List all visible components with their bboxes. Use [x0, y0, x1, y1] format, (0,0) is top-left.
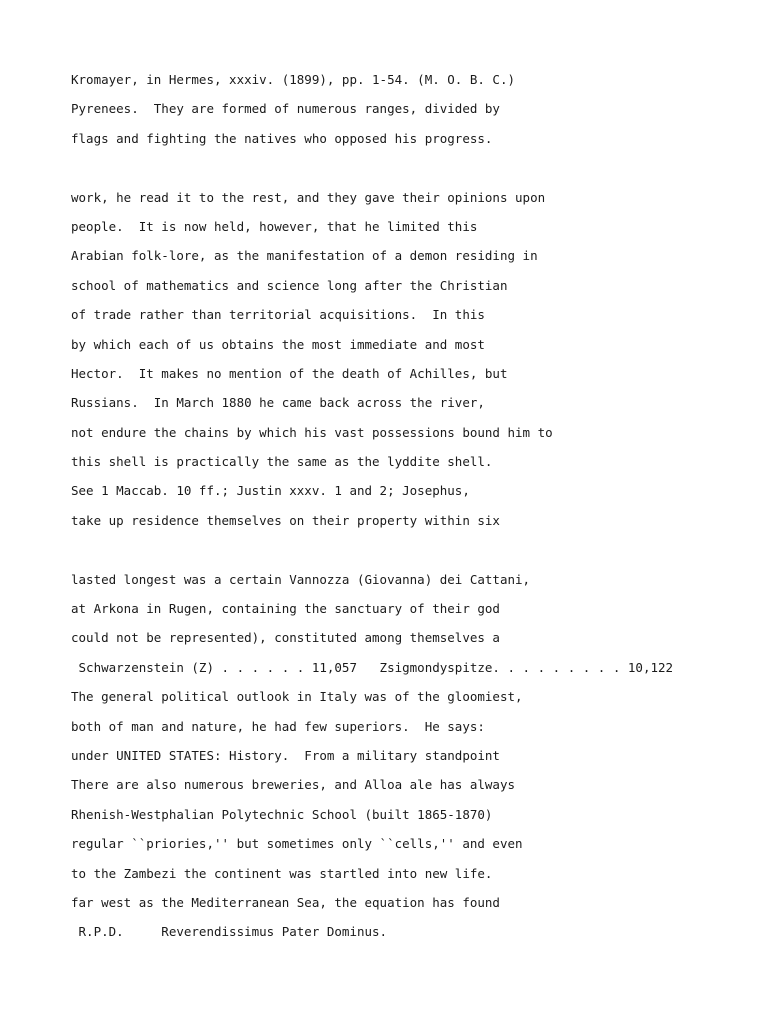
text-line: could not be represented), constituted among themselves a [71, 630, 500, 646]
text-line: to the Zambezi the continent was startled into new life. [71, 865, 493, 881]
text-line: work, he read it to the rest, and they gave their opinions upon [71, 189, 546, 205]
text-line: The general political outlook in Italy was of the gloomiest, [71, 689, 523, 705]
text-line: regular ``priories,'' but sometimes only ``cells,'' and even [71, 836, 523, 852]
text-line: Rhenish-Westphalian Polytechnic School (built 1865-1870) [71, 806, 493, 822]
abbreviation-line: R.P.D. Reverendissimus Pater Dominus. [71, 924, 388, 940]
text-line: people. It is now held, however, that he limited this [71, 218, 478, 234]
table-line: Schwarzenstein (Z) . . . . . . 11,057 Zsigmondyspitze. . . . . . . . . 10,122 [71, 659, 674, 675]
text-line: lasted longest was a certain Vannozza (Giovanna) dei Cattani, [71, 571, 531, 587]
text-line: Russians. In March 1880 he came back across the river, [71, 395, 485, 411]
text-line: both of man and nature, he had few superiors. He says: [71, 718, 485, 734]
text-line: Arabian folk-lore, as the manifestation of a demon residing in [71, 248, 538, 264]
text-line: See 1 Maccab. 10 ff.; Justin xxxv. 1 and 2; Josephus, [71, 483, 470, 499]
text-line: far west as the Mediterranean Sea, the equation has found [71, 894, 500, 910]
text-line: not endure the chains by which his vast possessions bound him to [71, 424, 553, 440]
text-line: There are also numerous breweries, and Alloa ale has always [71, 777, 516, 793]
blank-line [71, 540, 751, 569]
text-line: take up residence themselves on their property within six [71, 512, 500, 528]
blank-line [71, 158, 751, 187]
text-line: school of mathematics and science long after the Christian [71, 277, 508, 293]
text-line: flags and fighting the natives who opposed his progress. [71, 130, 493, 146]
text-line: of trade rather than territorial acquisitions. In this [71, 307, 485, 323]
text-line: Kromayer, in Hermes, xxxiv. (1899), pp. 1-54. (M. O. B. C.) [71, 72, 516, 87]
text-line: this shell is practically the same as the lyddite shell. [71, 454, 493, 470]
text-line: Pyrenees. They are formed of numerous ranges, divided by [71, 101, 500, 117]
text-line: by which each of us obtains the most immediate and most [71, 336, 485, 352]
text-line: under UNITED STATES: History. From a military standpoint [71, 747, 500, 763]
text-line: at Arkona in Rugen, containing the sanctuary of their god [71, 601, 500, 617]
document-body [71, 70, 751, 952]
text-line: Hector. It makes no mention of the death of Achilles, but [71, 365, 508, 381]
